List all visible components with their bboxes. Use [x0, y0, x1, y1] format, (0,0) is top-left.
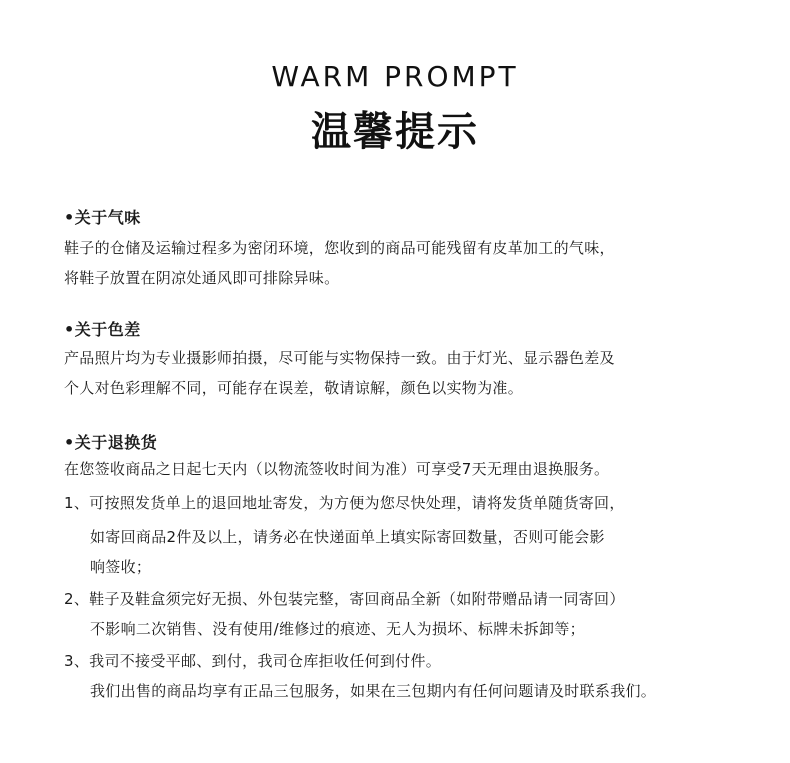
title-chinese: 温馨提示 — [311, 109, 479, 155]
section-text-line: 个人对色彩理解不同，可能存在误差，敬请谅解，颜色以实物为准。 — [64, 379, 524, 397]
return-rule-3: 3、我司不接受平邮、到付，我司仓库拒收任何到付件。 — [64, 652, 442, 670]
return-rule-1: 1、可按照发货单上的退回地址寄发，为方便为您尽快处理，请将发货单随货寄回， — [64, 494, 625, 512]
return-rule-2-cont: 不影响二次销售、没有使用/维修过的痕迹、无人为损坏、标牌未拆卸等； — [90, 620, 585, 638]
section-text-line: 产品照片均为专业摄影师拍摄，尽可能与实物保持一致。由于灯光、显示器色差及 — [64, 349, 615, 367]
return-rule-2: 2、鞋子及鞋盒须完好无损、外包装完整，寄回商品全新（如附带赠品请一同寄回） — [64, 590, 625, 608]
section-heading-color: •关于色差 — [64, 320, 141, 339]
return-rule-1-cont: 如寄回商品2件及以上，请务必在快递面单上填实际寄回数量，否则可能会影 — [90, 528, 605, 546]
section-text-line: 将鞋子放置在阴凉处通风即可排除异味。 — [64, 269, 340, 287]
section-heading-smell: •关于气味 — [64, 208, 141, 227]
section-text-line: 鞋子的仓储及运输过程多为密闭环境，您收到的商品可能残留有皮革加工的气味， — [64, 239, 615, 257]
return-rule-1-cont: 响签收； — [90, 558, 152, 576]
section-color — [64, 319, 764, 403]
section-smell — [64, 207, 764, 293]
section-heading-returns: •关于退换货 — [64, 433, 158, 452]
title-english: WARM PROMPT — [271, 60, 519, 93]
section-returns — [64, 432, 764, 706]
warranty-note: 我们出售的商品均享有正品三包服务，如果在三包期内有任何问题请及时联系我们。 — [90, 682, 657, 700]
section-text-line: 在您签收商品之日起七天内（以物流签收时间为准）可享受7天无理由退换服务。 — [64, 460, 610, 478]
